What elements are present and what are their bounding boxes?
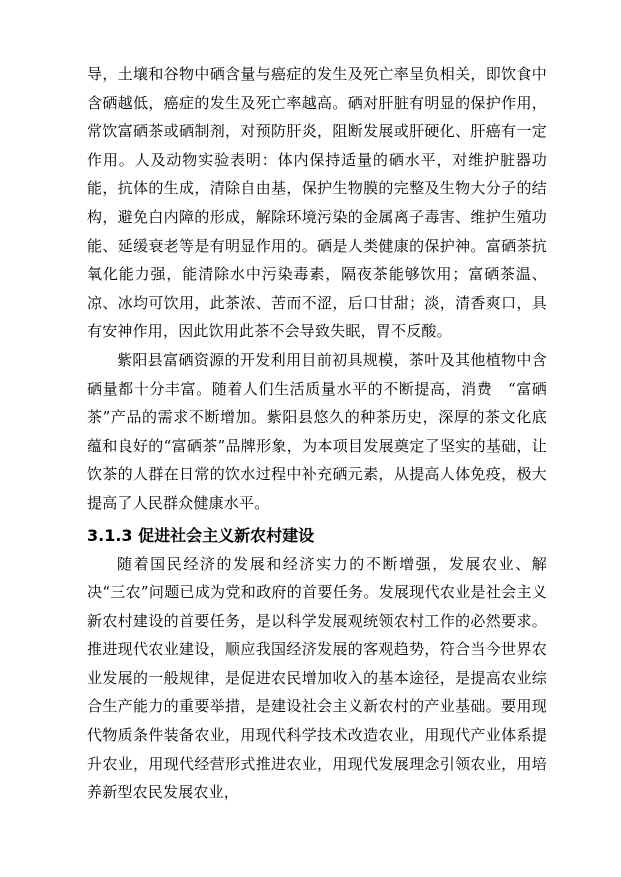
paragraph-selenium-health: 导，土壤和谷物中硒含量与癌症的发生及死亡率呈负相关，即饮食中含硒越低，癌症的发生及死亡率越高。硒对肝脏有明显的保护作用，常饮富硒茶或硒制剂，对预防肝炎，阻断发展或肝硬化、肝癌有一定作用。人及动物实验表明：体内保持适量的硒水平，对维护脏器功能，抗体的生成，清除自由基，保护生物膜的完整及生物大分子的结构，避免白内障的形成，解除环境污染的金属离子毒害、维护生殖功能、延缓衰老等是有明显作用的。硒是人类健康的保护神。富硒茶抗氧化能力强，能清除水中污染毒素，隔夜茶能够饮用；富硒茶温、凉、冰均可饮用，此茶浓、苦而不涩，后口甘甜；淡，清香爽口，具有安神作用，因此饮用此茶不会导致失眠，胃不反酸。 [87,65,547,341]
section-heading-3-1-3: 3.1.3 促进社会主义新农村建设 [87,525,315,545]
paragraph-ziyang-selenium-tea: 紫阳县富硒资源的开发利用目前初具规模，茶叶及其他植物中含硒量都十分丰富。随着人们生活质量水平的不断提高，消费 “富硒茶”产品的需求不断增加。紫阳县悠久的种茶历史，深厚的茶文化底蕴和良好的“富硒茶”品牌形象，为本项目发展奠定了坚实的基础，让饮茶的人群在日常的饮水过程中补充硒元素，从提高人体免疫，极大提高了人民群众健康水平。 [87,350,547,512]
paragraph-new-countryside: 随着国民经济的发展和经济实力的不断增强，发展农业、解决“三农”问题已成为党和政府的首要任务。发展现代农业是社会主义新农村建设的首要任务，是以科学发展观统领农村工作的必然要求。推进现代农业建设，顺应我国经济发展的客观趋势，符合当今世界农业发展的一般规律，是促进农民增加收入的基本途径，是提高农业综合生产能力的重要举措，是建设社会主义新农村的产业基础。要用现代物质条件装备农业，用现代科学技术改造农业，用现代产业体系提升农业，用现代经营形式推进农业，用现代发展理念引领农业，用培养新型农民发展农业， [87,554,547,802]
document-page [87,60,547,807]
